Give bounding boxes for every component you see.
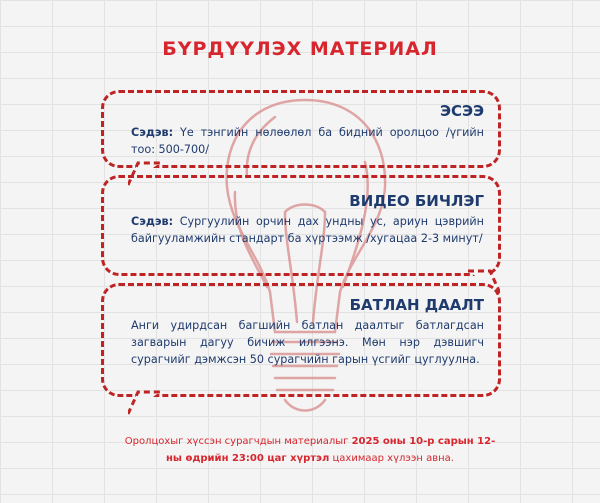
guarantee-heading: БАТЛАН ДААЛТ: [349, 296, 484, 314]
video-bubble: [101, 175, 501, 276]
deadline-note-suffix: цахимаар хүлээн авна.: [329, 453, 454, 464]
deadline-date: 2025 оны 10-р сарын 12-ны өдрийн 23:00 цаг хүртэл: [166, 436, 496, 464]
essay-text: [131, 124, 484, 158]
video-topic-text: Сургуулийн орчин дах ундны ус, ариун цэврийн байгууламжийн стандарт ба хүртээмж /хугацаа 2-3 минут/: [131, 215, 484, 245]
guarantee-text: Анги удирдсан багшийн батлан даалтыг батлагдсан загварын дагуу бичиж илгээнэ. Мөн нэр дэвшигч сурагчийг дэмжсэн 50 сурагчийн гарын үсгийг цуглуулна.: [131, 319, 484, 366]
guarantee-bubble-tail: [128, 386, 162, 416]
video-text: [131, 213, 484, 247]
video-heading: ВИДЕО БИЧЛЭГ: [349, 192, 484, 210]
deadline-note: [120, 433, 500, 467]
guarantee-bubble: [101, 283, 501, 397]
essay-topic-text: Үе тэнгийн нөлөөлөл ба бидний оролцоо /үгийн тоо: 500-700/: [131, 126, 484, 156]
essay-topic-label: Сэдэв:: [131, 126, 174, 139]
video-topic-label: Сэдэв:: [131, 215, 174, 228]
deadline-note-text: Оролцохыг хүссэн сурагчдын материалыг: [124, 436, 352, 447]
page-title: БҮРДҮҮЛЭХ МАТЕРИАЛ: [162, 38, 438, 60]
essay-heading: ЭСЭЭ: [439, 102, 484, 120]
